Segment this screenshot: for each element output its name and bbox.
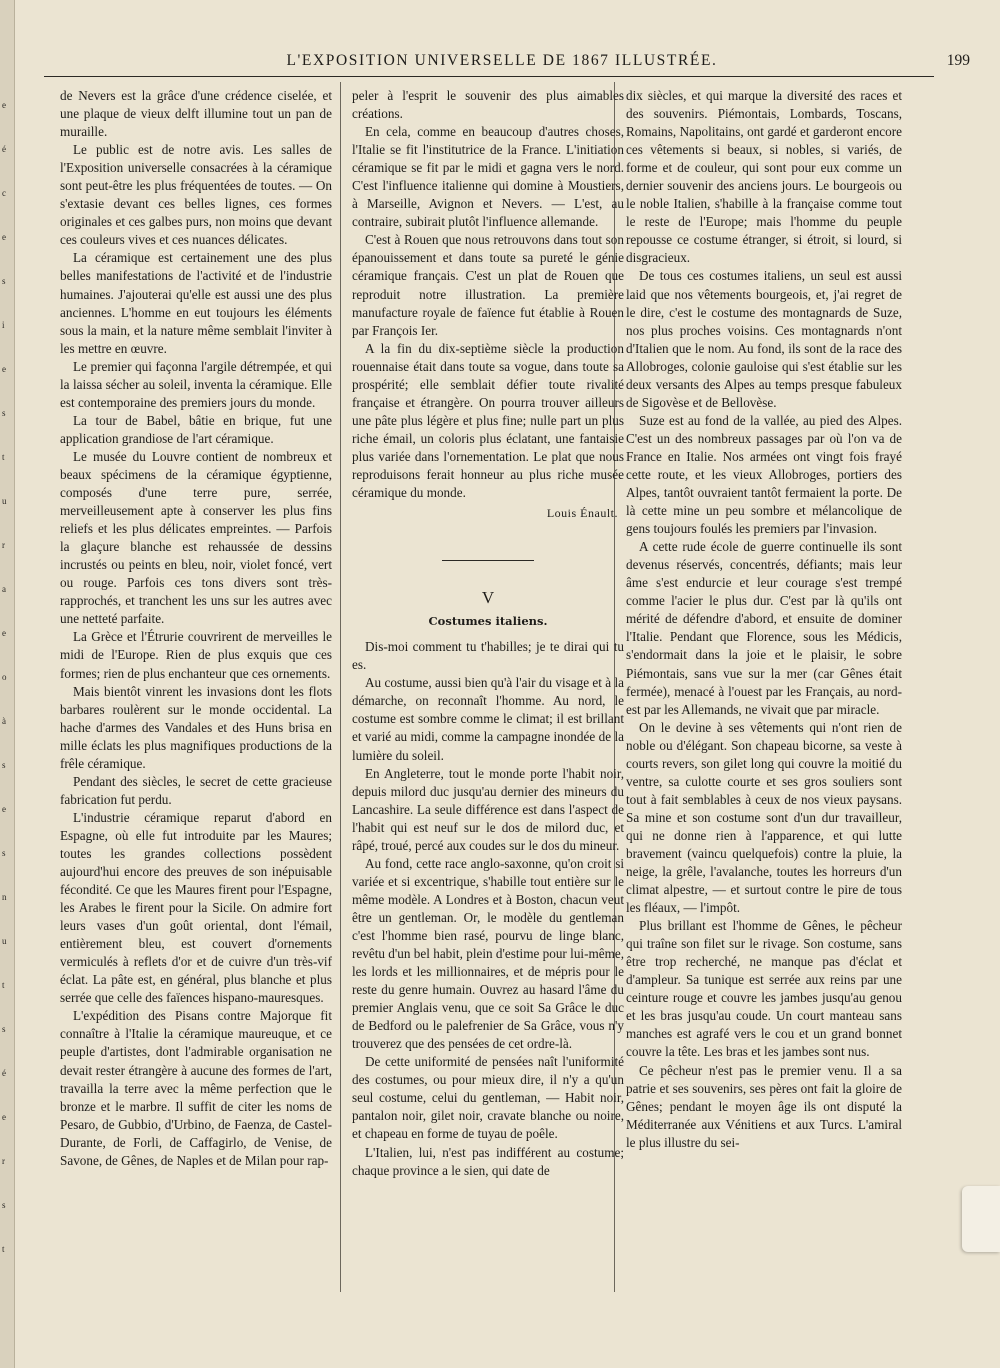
paragraph: Le premier qui façonna l'argile détrempée, et qui la laissa sécher au soleil, inventa la céramique. Elle est contemporaine des premiers jours du monde. — [60, 358, 332, 410]
margin-fragment: à — [2, 716, 6, 726]
paragraph: L'industrie céramique reparut d'abord en Espagne, où elle fut introduite par les Maures; toutes les grandes collections possèdent aujourd'hui encore des preuves de son inépuisable fécondité. Ce que les Maures firent pour l'Espagne, les Arabes le firent pour la Sicile. On admire fort leurs vases d'un goût oriental, dont l'émail, entièrement bleu, est couvert d'ornements vermiculés à reflets d'or et de cuivre d'un très-vif éclat. La pâte est, en général, plus blanche et plus serrée que celle des faïences hispano-mauresques. — [60, 809, 332, 1006]
paragraph: Le public est de notre avis. Les salles de l'Exposition universelle consacrées à la céramique sont peut-être les plus fréquentées de toutes. — On s'extasie devant ces belles lignes, ces formes originales et ces galbes purs, non moins que devant ces couleurs vives et ces nuances délicates. — [60, 142, 332, 248]
paragraph: A cette rude école de guerre continuelle ils sont devenus réservés, concentrés, défiants; mais leur âme s'est endurcie et leur courage s'est trempé comme l'acier le plus dur. C'est par là qu'ils ont mérité de défendre d'abord, et ensuite de dominer l'Italie. Pendant que Florence, sous les Médicis, s'endormait dans la joie et le plaisir, le sobre Piémontais, sans vue sur la mer (car Gênes était fermée), menacé à l'ouest par les Français, au nord-est par les Allemands, ne vivait que par miracle. — [626, 539, 902, 717]
margin-fragment: é — [2, 144, 6, 154]
column-1 — [60, 87, 332, 1297]
margin-fragment: t — [2, 980, 5, 990]
margin-fragment: n — [2, 892, 7, 902]
paragraph: De tous ces costumes italiens, un seul est aussi laid que nos vêtements bourgeois, et, j'ai regret de le dire, c'est le costume des montagnards de Suze, nos plus proches voisins. Ces montagnards n'ont d'Italien que le nom. Au fond, ils sont de la race des Allobroges, colonie gauloise qui s'est établie sur les deux versants des Alpes au temps presque fabuleux de Sigovèse et de Bellovèse. — [626, 268, 902, 410]
margin-fragment: r — [2, 1156, 5, 1166]
margin-fragment: e — [2, 232, 6, 242]
paragraph: de Nevers est la grâce d'une crédence ciselée, et une plaque de vieux delft illumine tout un pan de muraille. — [60, 88, 332, 140]
section-title: Costumes italiens. — [428, 614, 548, 629]
paragraph: Mais bientôt vinrent les invasions dont les flots barbares roulèrent sur le monde occidental. La hache d'armes des Vandales et des Huns brisa en mille éclats les plus magnifiques productions de la frêle céramique. — [60, 683, 332, 771]
paragraph: On le devine à ses vêtements qui n'ont rien de noble ou d'élégant. Son chapeau bicorne, sa veste à courts revers, son gilet long qui couvre la moitié du ventre, sa culotte courte et ses gros souliers sont tout à fait semblables à ceux de nos vieux paysans. Sa mine et son costume sont d'un dur travailleur, qui ne donne rien à l'apparence, et qui lutte bravement (vaincu quelquefois) contre la pluie, la neige, la grêle, l'avalanche, toutes les horreurs d'un climat alpestre, — et surtout contre le pire de tous les fléaux, — l'impôt. — [626, 719, 902, 916]
column-3 — [626, 87, 902, 1297]
paragraph: Suze est au fond de la vallée, au pied des Alpes. C'est un des nombreux passages par où l'on va de France en Italie. Nos armées ont vingt fois frayé cette route, et les vieux Allobroges, portiers des Alpes, tantôt ouvraient tantôt fermaient la porte. De là cette mine un peu sombre et mélancolique de gens toujours foulés les premiers par l'invasion. — [626, 412, 902, 537]
margin-fragment: s — [2, 276, 6, 286]
margin-fragment: r — [2, 540, 5, 550]
paragraph: dix siècles, et qui marque la diversité des races et des souvenirs. Piémontais, Lombards, Toscans, Romains, Napolitains, ont gardé et garderont encore ces vêtements si beaux, si nobles, si variés, de forme et de couleur, qui sont pour eux comme un dernier souvenir des anciens jours. Le bourgeois ou le noble Italien, s'habille à la française comme tout le reste de l'Europe; mais l'homme du peuple repousse ce costume étranger, si étroit, si lourd, si disgracieux. — [626, 88, 902, 266]
paragraph: L'expédition des Pisans contre Majorque fit connaître à l'Italie la céramique maureuque, et ce peuple d'artistes, dont l'admirable organisation ne devait rester étrangère à aucune des formes de l'art, travailla la terre avec la même perfection que le bronze et le marbre. Il suffit de citer les noms de Pesaro, de Gubbio, d'Urbino, de Faenza, de Castel-Durante, de Forli, de Caffagirlo, de Venise, de Savone, de Gênes, de Naples et de Milan pour rap- — [60, 1008, 332, 1168]
column-2-section-text — [352, 638, 624, 1179]
margin-fragment: o — [2, 672, 7, 682]
paragraph: En cela, comme en beaucoup d'autres choses, l'Italie se fit l'institutrice de la France. L'initiation céramique se fit par le midi et gagna vers le nord. C'est l'influence italienne qui domine à Moustiers, à Marseille, Avignon et Nevers. — L'est, au contraire, subirait plutôt l'influence allemande. — [352, 124, 624, 230]
adjacent-page-margin — [0, 0, 15, 1368]
paragraph: L'Italien, lui, n'est pas indifférent au costume; chaque province a le sien, qui date de — [352, 1144, 624, 1178]
margin-fragment: s — [2, 1200, 6, 1210]
paragraph: La Grèce et l'Étrurie couvrirent de merveilles le midi de l'Europe. Rien de plus exquis que ces formes; rien de plus enchanteur que ces ornements. — [60, 629, 332, 681]
header-rule — [44, 76, 934, 77]
paragraph: La céramique est certainement une des plus belles manifestations de l'activité et de l'industrie humaines. J'ajouterai qu'elle est aussi une des plus anciennes. L'homme en eut toujours les éléments sous la main, et la nature même semblait l'inviter à les mettre en œuvre. — [60, 250, 332, 356]
page-number: 199 — [946, 52, 970, 69]
paragraph: A la fin du dix-septième siècle la production rouennaise était dans toute sa vogue, dans toute sa prospérité; elle semblait défier toute rivalité française et étrangère. On pourra trouver ailleurs une pâte plus légère et plus fine; nulle part un plus riche émail, un coloris plus éclatant, une fantaisie plus variée dans l'ornementation. Le plat que nous reproduisons ferait honneur au plus riche musée céramique du monde. — [352, 340, 624, 501]
column-2-article-end — [352, 87, 624, 502]
column-divider-1 — [340, 82, 341, 1292]
paragraph: peler à l'esprit le souvenir des plus aimables créations. — [352, 88, 624, 122]
margin-fragment: s — [2, 408, 6, 418]
section-separator — [442, 560, 534, 561]
margin-fragment: s — [2, 1024, 6, 1034]
paragraph: De cette uniformité de pensées naît l'uniformité des costumes, ou pour mieux dire, il n'y a qu'un seul costume, celui du gentleman, — Habit noir, pantalon noir, gilet noir, cravate blanche ou noire, et chapeau en forme de tuyau de poêle. — [352, 1054, 624, 1142]
margin-fragment: c — [2, 188, 6, 198]
paragraph: Plus brillant est l'homme de Gênes, le pêcheur qui traîne son filet sur le rivage. Son costume, sans être trop recherché, ne manque pas d'éclat et d'ampleur. Sa tunique est serrée aux reins par une ceinture rouge et couvre les jambes jusqu'au genou et les bras jusqu'au coude. Un court manteau sans manches est agrafé vers le cou et un grand bonnet couvre la tête. Les bras et les jambes sont nus. — [626, 918, 902, 1060]
paragraph: Le musée du Louvre contient de nombreux et beaux spécimens de la céramique égyptienne, composés d'une terre pure, serrée, merveilleusement apte à conserver les plus fins reliefs et les plus délicates empreintes. — Parfois la glaçure blanche est rehaussée de dessins incrustés ou peints en bleu, noir, violet foncé, vert ou rouge. Parfois ces tons divers sont très-rapprochés, et tranchent les uns sur les autres avec une netteté parfaite. — [60, 448, 332, 627]
page-header — [34, 50, 970, 76]
author-signature: Louis Énault. — [546, 506, 618, 521]
margin-fragment: t — [2, 1244, 5, 1254]
margin-fragment: a — [2, 584, 6, 594]
column-2 — [352, 87, 624, 1297]
margin-fragment: e — [2, 100, 6, 110]
margin-fragment: é — [2, 1068, 6, 1078]
paragraph: C'est à Rouen que nous retrouvons dans tout son épanouissement et dans toute sa pureté le génie céramique français. C'est un plat de Rouen que reproduit notre illustration. La première manufacture royale de faïence fut établie à Rouen par François Ier. — [352, 232, 624, 338]
paragraph: Au fond, cette race anglo-saxonne, qu'on croit si variée et si excentrique, s'habille tout entière sur le même modèle. A Londres et à Boston, chacun veut être un gentleman. Or, le modèle du gentleman c'est l'homme bien rasé, pourvu de linge blanc, revêtu d'un bel habit, plein d'estime pour lui-même, les lords et les millionnaires, et de mépris pour le reste du genre humain. Ouvrez au hasard l'âme du premier Anglais venu, que ce soit Sa Grâce le duc de Bedford ou le palefrenier de Sa Grâce, vous n'y trouverez que des pensées de cet ordre-là. — [352, 855, 624, 1052]
margin-fragment: t — [2, 452, 5, 462]
paragraph: Ce pêcheur n'est pas le premier venu. Il a sa patrie et ses souvenirs, ses pères ont fait la gloire de Gênes; pendant le moyen âge ils ont disputé la Méditerranée aux Vénitiens et aux Turcs. L'amiral le plus illustre du sei- — [626, 1062, 902, 1150]
newspaper-page — [14, 0, 1000, 1368]
margin-fragment: i — [2, 320, 5, 330]
margin-fragment: e — [2, 628, 6, 638]
running-title: L'EXPOSITION UNIVERSELLE DE 1867 ILLUSTRÉE. — [286, 52, 718, 69]
margin-fragment: u — [2, 936, 7, 946]
paragraph: Au costume, aussi bien qu'à l'air du visage et à la démarche, on reconnaît l'homme. Au nord, le costume est sombre comme le climat; il est brillant et varié au midi, comme la campagne inondée de la lumière du soleil. — [352, 675, 624, 763]
paragraph: En Angleterre, tout le monde porte l'habit noir, depuis milord duc jusqu'au dernier des mineurs du Lancashire. La seule différence est dans l'aspect de l'habit qui est neuf sur le dos de milord duc, et râpé, troué, percé aux coudes sur le dos du mineur. — [352, 765, 624, 853]
paragraph: Dis-moi comment tu t'habilles; je te dirai qui tu es. — [352, 639, 624, 673]
paragraph: Pendant des siècles, le secret de cette gracieuse fabrication fut perdu. — [60, 773, 332, 807]
margin-fragment: s — [2, 760, 6, 770]
margin-fragment: e — [2, 1112, 6, 1122]
margin-fragment: u — [2, 496, 7, 506]
section-number: V — [481, 588, 495, 608]
paragraph: La tour de Babel, bâtie en brique, fut une application grandiose de l'art céramique. — [60, 412, 332, 446]
margin-fragment: s — [2, 848, 6, 858]
page-tab — [962, 1186, 1000, 1252]
margin-fragment: e — [2, 804, 6, 814]
margin-fragment: e — [2, 364, 6, 374]
